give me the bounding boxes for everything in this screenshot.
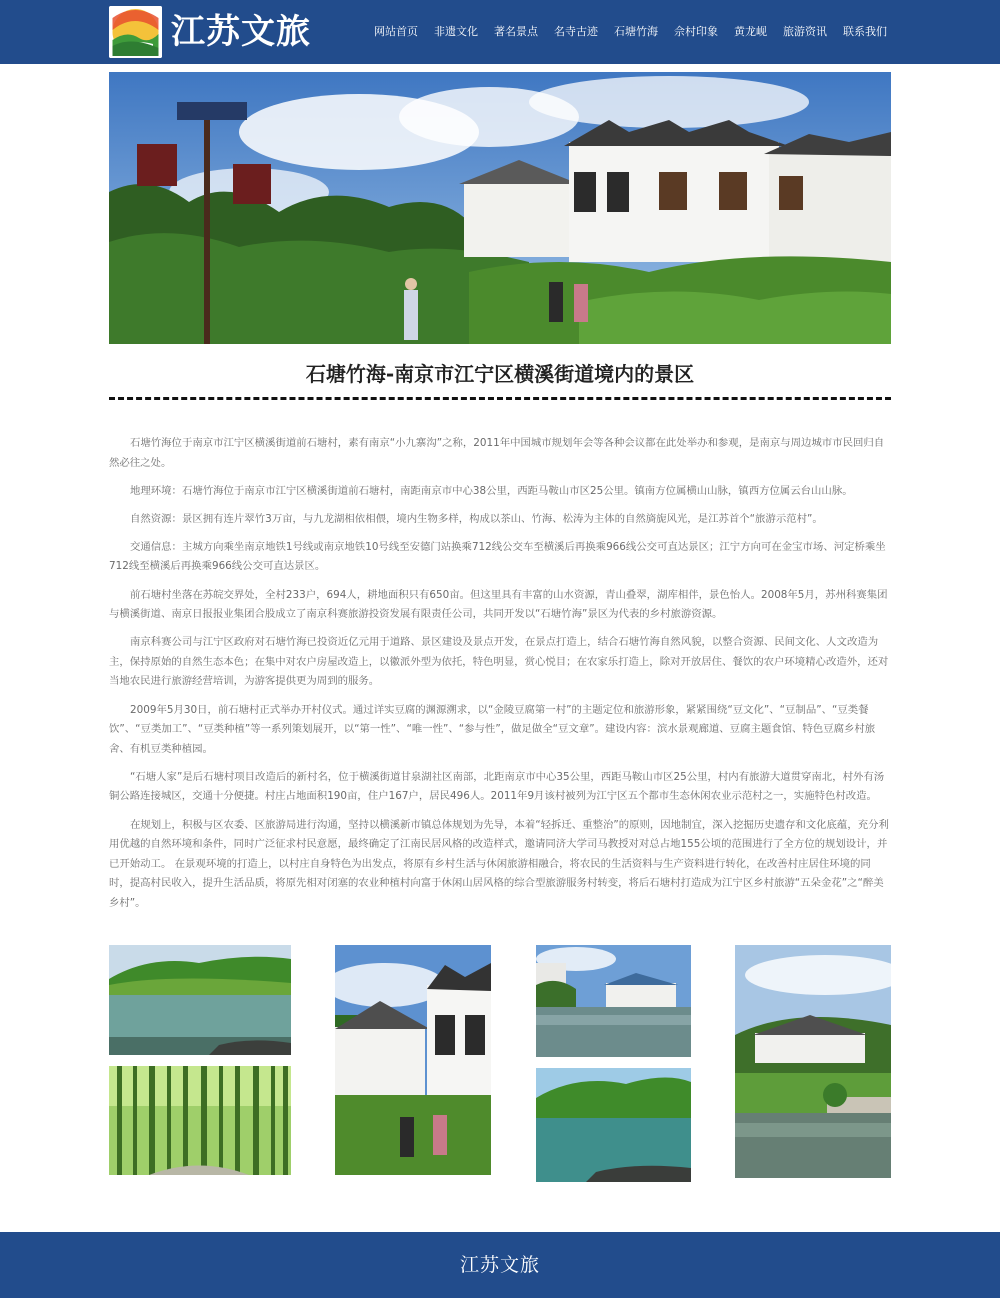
gallery-photo-green-lake[interactable] [536, 1068, 691, 1182]
nav-item-news[interactable]: 旅游资讯 [783, 25, 827, 38]
article-paragraph: 交通信息：主城方向乘坐南京地铁1号线或南京地铁10号线至安德门站换乘712线公交车至横溪后再换乘966线公交可直达景区；江宁方向可在金宝市场、河定桥乘坐712线至横溪后再换乘966线公交可直达景区。 [109, 540, 886, 573]
page-title: 石塘竹海-南京市江宁区横溪街道境内的景区 [305, 362, 695, 386]
nav-item-contact[interactable]: 联系我们 [843, 25, 887, 38]
nav-item-huanglongxian[interactable]: 黄龙岘 [734, 25, 767, 38]
article-paragraph: 石塘竹海位于南京市江宁区横溪街道前石塘村，素有南京“小九寨沟”之称，2011年中国城市规划年会等各种会议都在此处举办和参观，是南京与周边城市市民回归自然必往之处。 [109, 437, 885, 469]
article-paragraph: 2009年5月30日，前石塘村正式举办开村仪式。通过详实豆腐的渊源溯求，以“金陵豆腐第一村”的主题定位和旅游形象，紧紧围绕“豆文化”、“豆制品”、“豆类餐饮”、“豆类加工”、“豆类种植”等一系列策划展开，以“第一性”、“唯一性”、“参与性”，做足做全“豆文章”。建设内容：滨水景观廊道、豆腐主题食馆、特色豆腐乡村旅舍、有机豆类种植园。 [109, 703, 876, 755]
dashed-divider [109, 397, 891, 400]
gallery-photo-river-walk[interactable] [735, 945, 891, 1178]
article-paragraph: 地理环境：石塘竹海位于南京市江宁区横溪街道前石塘村，南距南京市中心38公里，西距马鞍山市区25公里。镇南方位属横山山脉，镇西方位属云台山山脉。 [130, 484, 853, 497]
site-header [0, 0, 1000, 64]
landscape-logo-icon[interactable] [109, 6, 162, 58]
nav-item-shecun[interactable]: 佘村印象 [674, 25, 718, 38]
site-footer [0, 1232, 1000, 1298]
nav-item-home[interactable]: 网站首页 [374, 25, 418, 38]
nav-item-heritage[interactable]: 非遗文化 [434, 25, 478, 38]
footer-brand: 江苏文旅 [459, 1254, 540, 1276]
brand-title[interactable]: 江苏文旅 [171, 12, 311, 52]
article-body [109, 434, 891, 922]
article-paragraph: 自然资源：景区拥有连片翠竹3万亩，与九龙湖相依相偎，境内生物多样，构成以茶山、竹海、松涛为主体的自然旖旎风光，是江苏首个“旅游示范村”。 [130, 512, 823, 525]
article-paragraph: “石塘人家”是后石塘村项目改造后的新村名，位于横溪街道甘泉湖社区南部，北距南京市中心35公里，西距马鞍山市区25公里，村内有旅游大道贯穿南北，村外有汤铜公路连接城区，交通十分便捷。村庄占地面积190亩，住户167户，居民496人。2011年9月该村被列为江宁区五个都市生态休闲农业示范村之一，实施特色村改造。 [109, 770, 885, 803]
article-paragraph: 南京科赛公司与江宁区政府对石塘竹海已投资近亿元用于道路、景区建设及景点开发，在景点打造上，结合石塘竹海自然风貌，以整合资源、民间文化、人文改造为主，保持原始的自然生态本色；在集中对农户房屋改造上，以徽派外型为依托，特色明显，赏心悦目；在农家乐打造上，除对开放居住、餐饮的农户环境精心改造外，还对当地农民进行旅游经营培训，为游客提供更为周到的服务。 [109, 636, 889, 688]
nav-item-bamboo-sea[interactable]: 石塘竹海 [614, 25, 658, 38]
main-nav [366, 0, 895, 64]
article-paragraph: 在规划上，积极与区农委、区旅游局进行沟通，坚持以横溪新市镇总体规划为先导，本着“轻拆迁、重整治”的原则，因地制宜，深入挖掘历史遗存和文化底蕴，充分利用优越的自然环境和条件，同时广泛征求村民意愿，最终确定了江南民居风格的改造样式，邀请同济大学司马教授对对总占地155公顷的范围进行了全方位的规划设计，并已开始动工。 在景观环境的打造上，以村庄自身特色为出发点，将原有乡村生活与休闲旅游相融合，将农民的生活资料与生产资料进行转化，在改善村庄居住环境的同时，提高村民收入，提升生活品质，将原先相对闭塞的农业种植村向富于休闲山居风格的综合型旅游服务村转变，将后石塘村打造成为江宁区乡村旅游“五朵金花”之“醉美乡村”。 [109, 818, 889, 909]
gallery-photo-lake[interactable] [109, 945, 291, 1055]
gallery-photo-village-house[interactable] [335, 945, 491, 1175]
hero-image [109, 72, 891, 344]
gallery-photo-riverside[interactable] [536, 945, 691, 1057]
article-paragraph: 前石塘村坐落在苏皖交界处，全村233户，694人，耕地面积只有650亩。但这里具有丰富的山水资源，青山叠翠，湖库相伴，景色怡人。2008年5月，苏州科赛集团与横溪街道、南京日报报业集团合股成立了南京科赛旅游投资发展有限责任公司，共同开发以“石塘竹海”景区为代表的乡村旅游资源。 [109, 588, 888, 621]
gallery-photo-bamboo[interactable] [109, 1066, 291, 1175]
nav-item-attractions[interactable]: 著名景点 [494, 25, 538, 38]
nav-item-temples[interactable]: 名寺古迹 [554, 25, 598, 38]
